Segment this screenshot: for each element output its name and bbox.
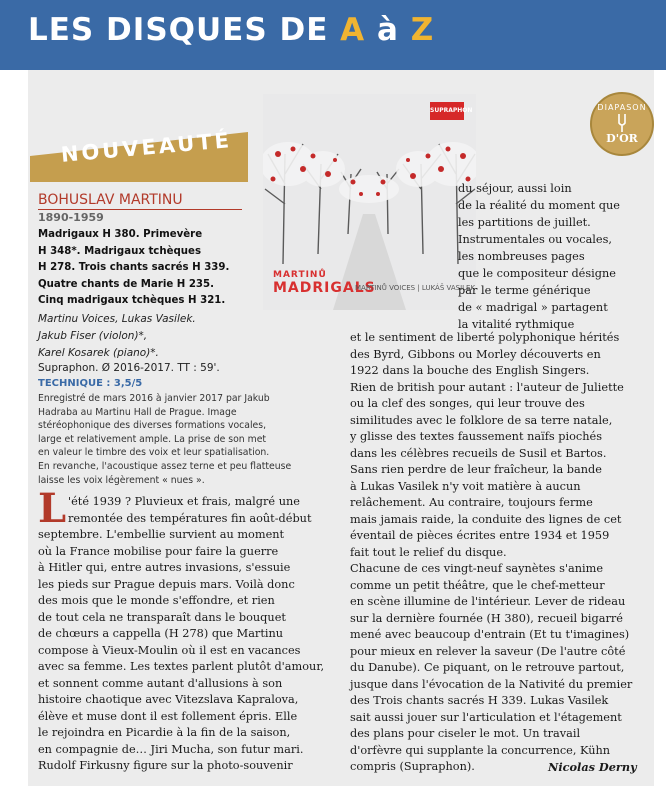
text-line: Rien de british pour autant : l'auteur de Juliette: [350, 380, 624, 394]
text-line: le rejoindra en Picardie à la fin de la saison,: [38, 726, 291, 739]
tech-note-line: Hadraba au Martinu Hall de Prague. Image: [38, 406, 237, 418]
text-line: avec sa femme. Les textes parlent plutôt d'amour,: [38, 660, 325, 673]
work-line: H 278. Trois chants sacrés H 339.: [38, 262, 230, 273]
text-line: sur la dernière fournée (H 380), recueil bigarré: [350, 611, 623, 625]
text-line: et le sentiment de liberté polyphonique hérités: [350, 331, 620, 344]
seal-top-text: DIAPASON: [597, 103, 647, 112]
text-line: en scène illumine de l'intérieur. Lever de rideau: [350, 595, 626, 608]
text-line: des Trois chants sacrés H 339. Lukas Vasilek: [350, 694, 609, 707]
title-letter-a: A: [340, 12, 366, 48]
tech-note-line: Enregistré de mars 2016 à janvier 2017 par Jakub: [38, 393, 270, 404]
performer-line: Martinu Voices, Lukas Vasilek.: [38, 313, 196, 325]
work-line: Quatre chants de Marie H 235.: [38, 278, 214, 290]
text-line: de tout cela ne transparaît dans le bouquet: [38, 610, 286, 624]
text-line: compose à Vieux-Moulin où il est en vacances: [38, 643, 301, 657]
text-line: du Danube). Ce piquant, on le retrouve partout,: [350, 661, 625, 674]
tech-note-line: en valeur le timbre des voix et leur spatialisation.: [38, 447, 270, 459]
text-line: pour mieux en relever la saveur (De l'autre côté: [350, 644, 626, 658]
text-line: des Byrd, Gibbons ou Morley découverts en: [350, 347, 601, 361]
title-letter-z: Z: [410, 12, 435, 48]
cover-title-large: MADRIGALS: [273, 280, 376, 296]
label-info: Supraphon. Ø 2016-2017. TT : 59'.: [38, 362, 220, 374]
text-line: Sans rien perdre de leur fraîcheur, la bande: [350, 463, 602, 476]
text-line: compris (Supraphon).: [350, 760, 475, 773]
text-line: la vitalité rythmique: [458, 318, 575, 331]
text-line: mais jamais raide, la conduite des lignes de cet: [350, 512, 622, 526]
text-line: éventail de pièces écrites entre 1934 et 1959: [350, 529, 610, 542]
title-mid: à: [365, 12, 411, 48]
page-header: [0, 0, 666, 70]
seal-bottom-text: D'OR: [606, 132, 638, 145]
work-line: Madrigaux H 380. Primevère: [38, 229, 203, 240]
text-line: dans les célèbres recueils de Susil et Bartos.: [350, 446, 607, 460]
text-line: Chacune de ces vingt-neuf saynètes s'anime: [350, 562, 603, 575]
text-line: du séjour, aussi loin: [458, 182, 572, 195]
review-author: Nicolas Derny: [548, 760, 637, 774]
title-text: LES DISQUES DE: [28, 12, 341, 48]
supraphon-logo: SUPRAPHON: [430, 102, 464, 120]
text-line: jusque dans l'évocation de la Nativité du premier: [350, 677, 633, 691]
text-line: les pieds sur Prague depuis mars. Voilà donc: [38, 577, 295, 591]
tech-note-line: large et relativement ample. La prise de son met: [38, 433, 267, 445]
drop-cap: L: [38, 485, 67, 532]
text-line: où la France mobilise pour faire la guerre: [38, 544, 279, 558]
text-line: relâchement. Au contraire, toujours ferme: [350, 496, 593, 509]
review-body-left: [38, 485, 328, 775]
text-line: des mois que le monde s'effondre, et rien: [38, 594, 275, 607]
performer-line: Jakub Fiser (violon)*,: [38, 330, 148, 342]
performers: [38, 311, 258, 362]
text-line: à Lukas Vasilek n'y voit matière à aucun: [350, 479, 581, 493]
cover-subtitle: MARTINŮ VOICES | LUKÁŠ VASILEK: [355, 284, 476, 292]
text-line: et sonnent comme autant d'allusions à son: [38, 676, 283, 690]
cover-title-small: MARTINŮ: [273, 270, 327, 280]
text-line: par le terme générique: [458, 284, 591, 297]
work-line: Cinq madrigaux tchèques H 321.: [38, 295, 226, 306]
text-line: que le compositeur désigne: [458, 267, 616, 280]
composer-dates: 1890-1959: [38, 211, 104, 224]
text-line: similitudes avec le folklore de sa terre natale,: [350, 413, 613, 427]
tuning-fork-icon: [617, 114, 627, 132]
text-line: d'orfèvre qui supplante la concurrence, Kühn: [350, 743, 611, 757]
diapason-dor-seal: [590, 92, 654, 156]
text-line: comme un petit théâtre, que le chef-metteur: [350, 578, 605, 592]
text-line: de chœurs a cappella (H 278) que Martinu: [38, 627, 284, 640]
text-line: les partitions de juillet.: [458, 216, 591, 229]
tech-note-line: stéréophonique des diverses formations vocales,: [38, 420, 267, 432]
text-line: ou la clef des songes, qui leur trouve des: [350, 397, 585, 410]
work-line: H 348*. Madrigaux tchèques: [38, 245, 202, 257]
text-line: des plans pour ciseler le mot. Un travail: [350, 727, 581, 740]
technique-rating: TECHNIQUE : 3,5/5: [38, 378, 143, 389]
text-line: fait tout le relief du disque.: [350, 545, 507, 559]
text-line: à Hitler qui, entre autres invasions, s'essuie: [38, 561, 291, 574]
text-line: septembre. L'embellie survient au moment: [38, 528, 285, 541]
text-line: les nombreuses pages: [458, 250, 585, 263]
text-line: de « madrigal » partagent: [458, 301, 608, 314]
technique-note: [38, 392, 298, 487]
text-line: 'été 1939 ? Pluvieux et frais, malgré une: [68, 495, 300, 508]
text-line: mené avec beaucoup d'entrain (Et tu t'imagines): [350, 628, 630, 641]
text-line: Rudolf Firkusny figure sur la photo-souvenir: [38, 759, 293, 772]
text-line: Instrumentales ou vocales,: [458, 233, 612, 246]
review-body-right: [350, 330, 646, 776]
performer-line: Karel Kosarek (piano)*.: [38, 347, 159, 359]
section-title: [28, 12, 434, 48]
review-body-right-top: [458, 180, 638, 333]
composer-name: BOHUSLAV MARTINU: [38, 192, 242, 210]
text-line: en compagnie de… Jiri Mucha, son futur mari.: [38, 742, 304, 756]
text-line: histoire chaotique avec Vitezslava Kapralova,: [38, 693, 299, 706]
text-line: y glisse des textes faussement naïfs piochés: [350, 430, 603, 443]
album-cover: [263, 94, 476, 310]
tech-note-line: laisse les voix légèrement « nues ».: [38, 474, 205, 486]
text-line: sait aussi jouer sur l'articulation et l'étagement: [350, 710, 622, 724]
ribbon-label: NOUVEAUTÉ: [60, 128, 233, 167]
text-line: élève et muse dont il est follement épris. Elle: [38, 709, 298, 723]
text-line: remontée des températures fin août-début: [68, 511, 312, 525]
text-line: de la réalité du moment que: [458, 199, 620, 212]
tech-note-line: En revanche, l'acoustique assez terne et peu flatteuse: [38, 460, 292, 472]
text-line: 1922 dans la bouche des English Singers.: [350, 364, 590, 377]
works-list: [38, 227, 258, 310]
